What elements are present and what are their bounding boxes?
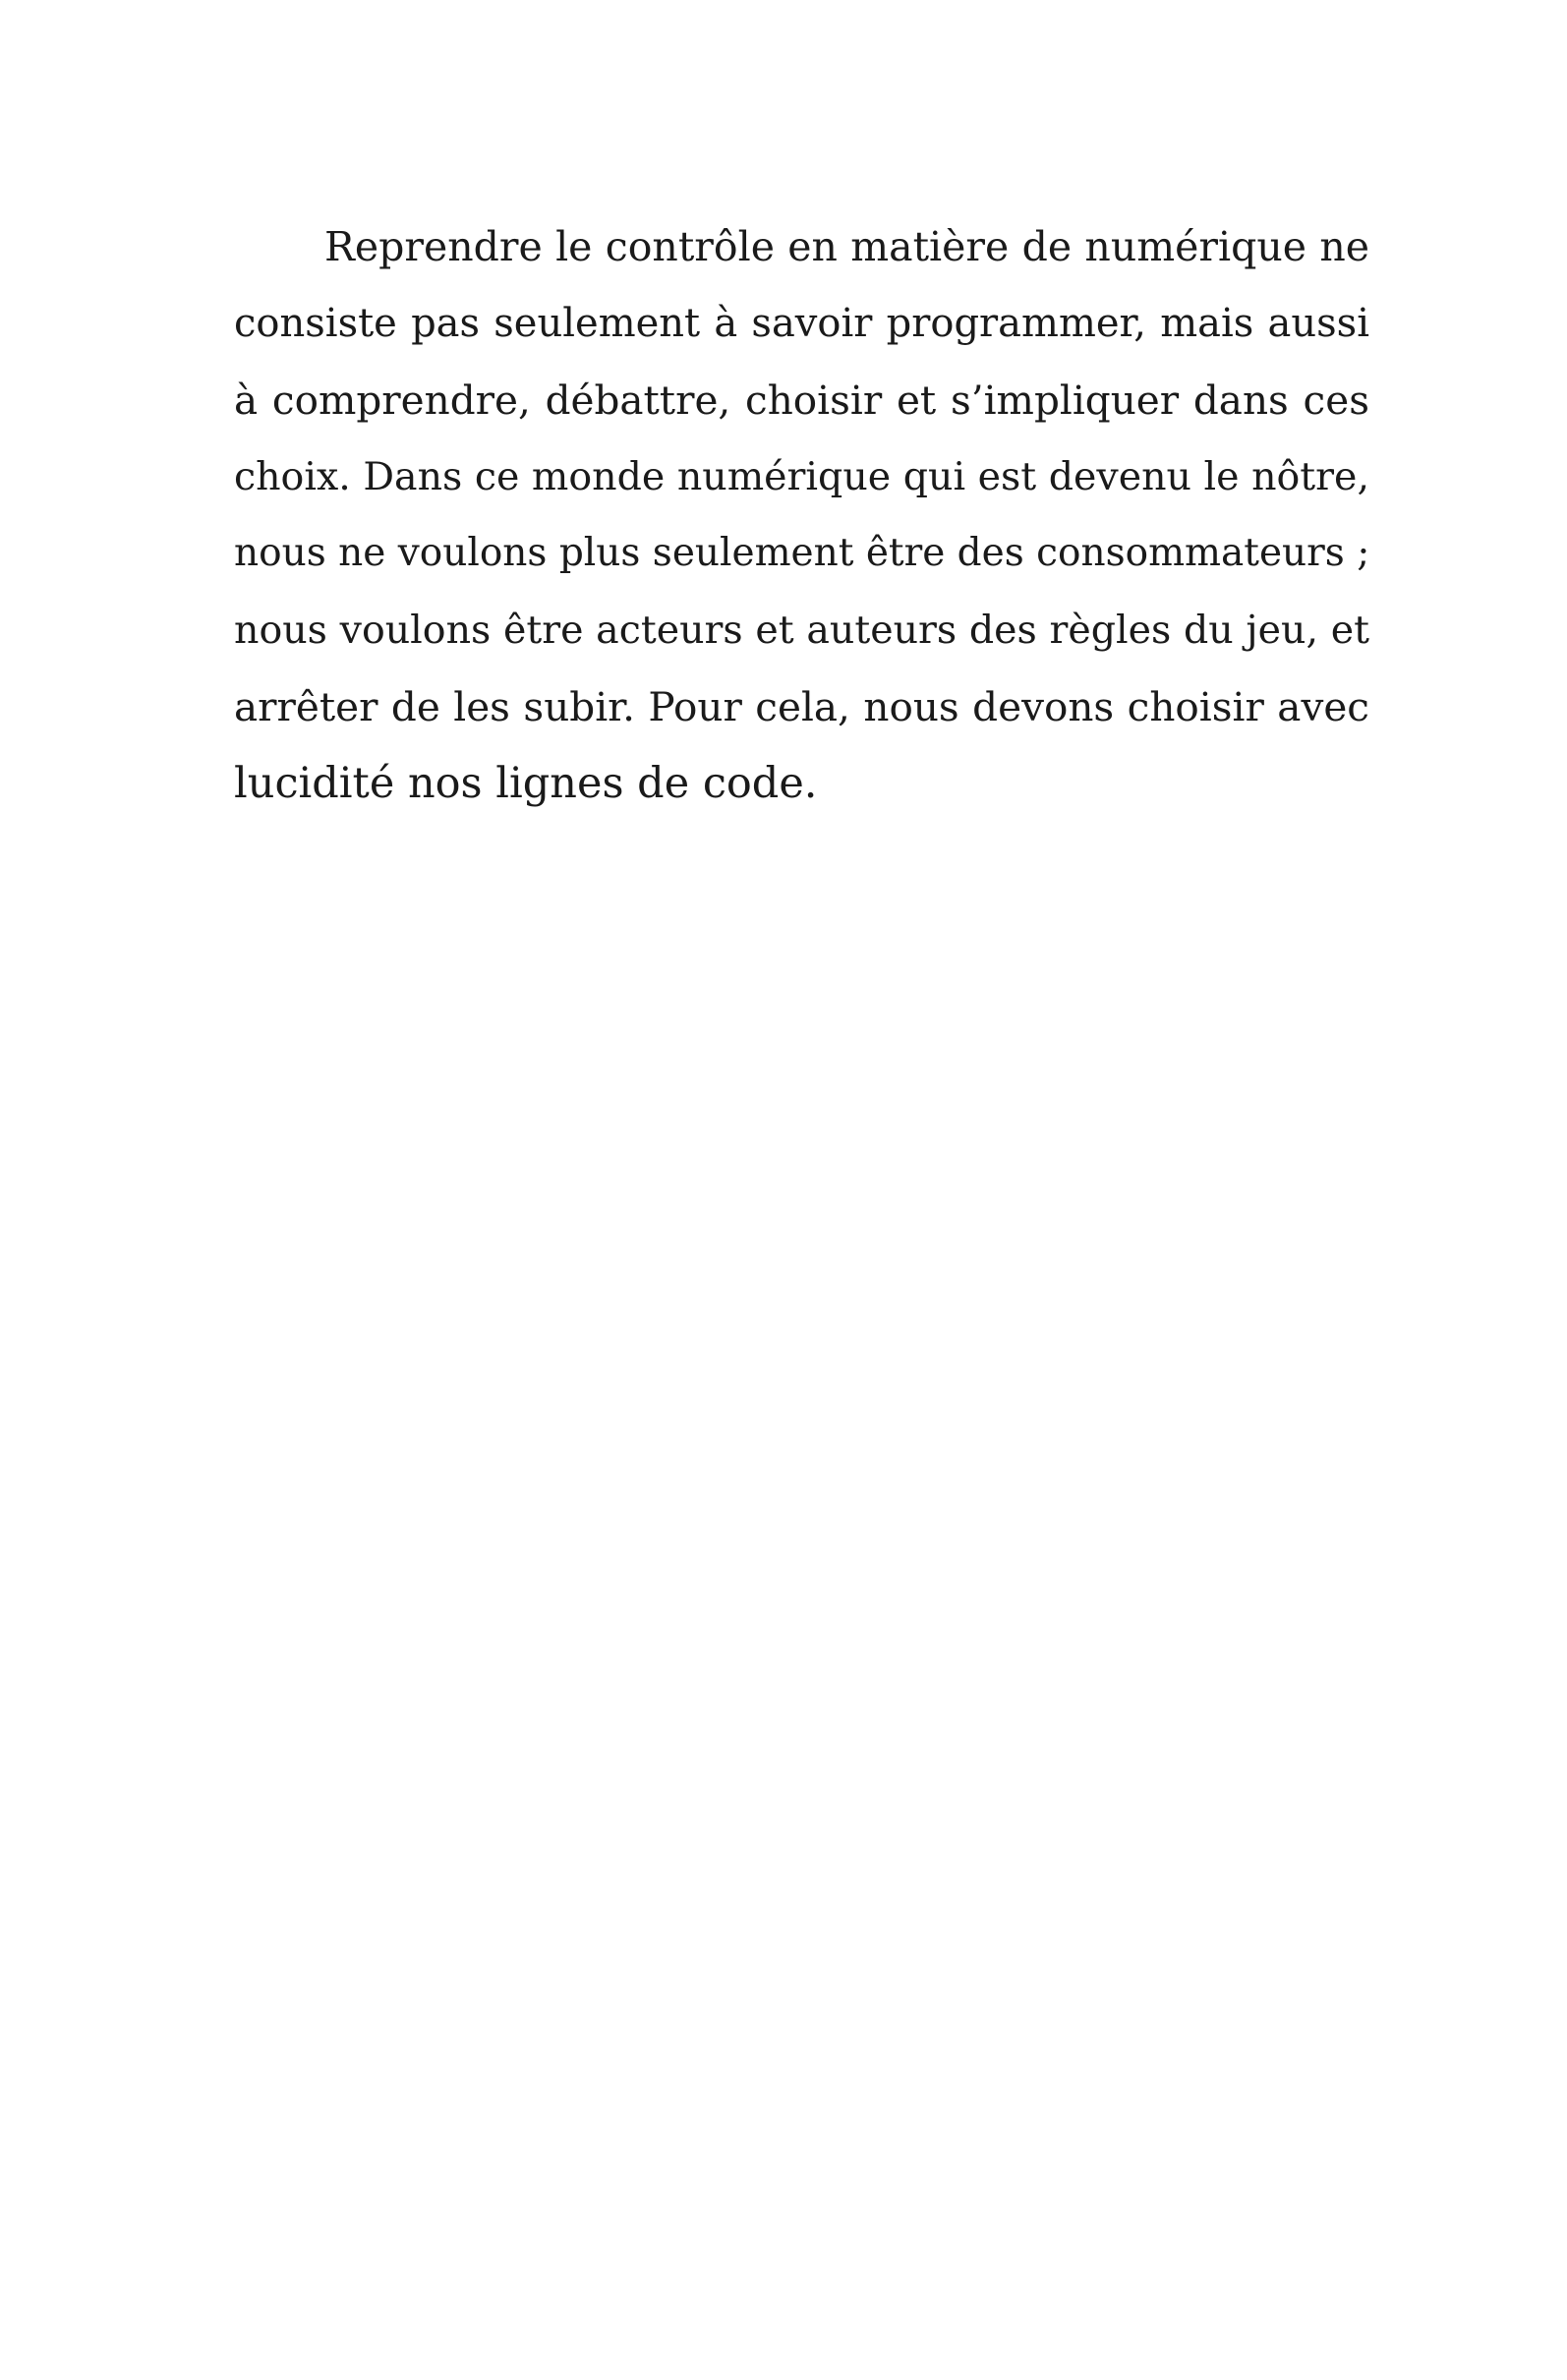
paragraph-line-8: lucidité nos lignes de code. [234,759,818,808]
paragraph-line-2: consiste pas seulement à savoir programmer, mais aussi [234,301,1369,346]
paragraph-line-5: nous ne voulons plus seulement être des consommateurs ; [234,531,1369,575]
paragraph-line-1: Reprendre le contrôle en matière de numérique ne [324,223,1369,270]
paragraph-line-4: choix. Dans ce monde numérique qui est devenu le nôtre, [234,454,1369,499]
paragraph-line-3: à comprendre, débattre, choisir et s’impliquer dans ces [234,377,1369,424]
paragraph-line-7: arrêter de les subir. Pour cela, nous devons choisir avec [234,683,1369,730]
body-paragraph [234,208,1369,822]
paragraph-line-6: nous voulons être acteurs et auteurs des règles du jeu, et [234,608,1369,653]
